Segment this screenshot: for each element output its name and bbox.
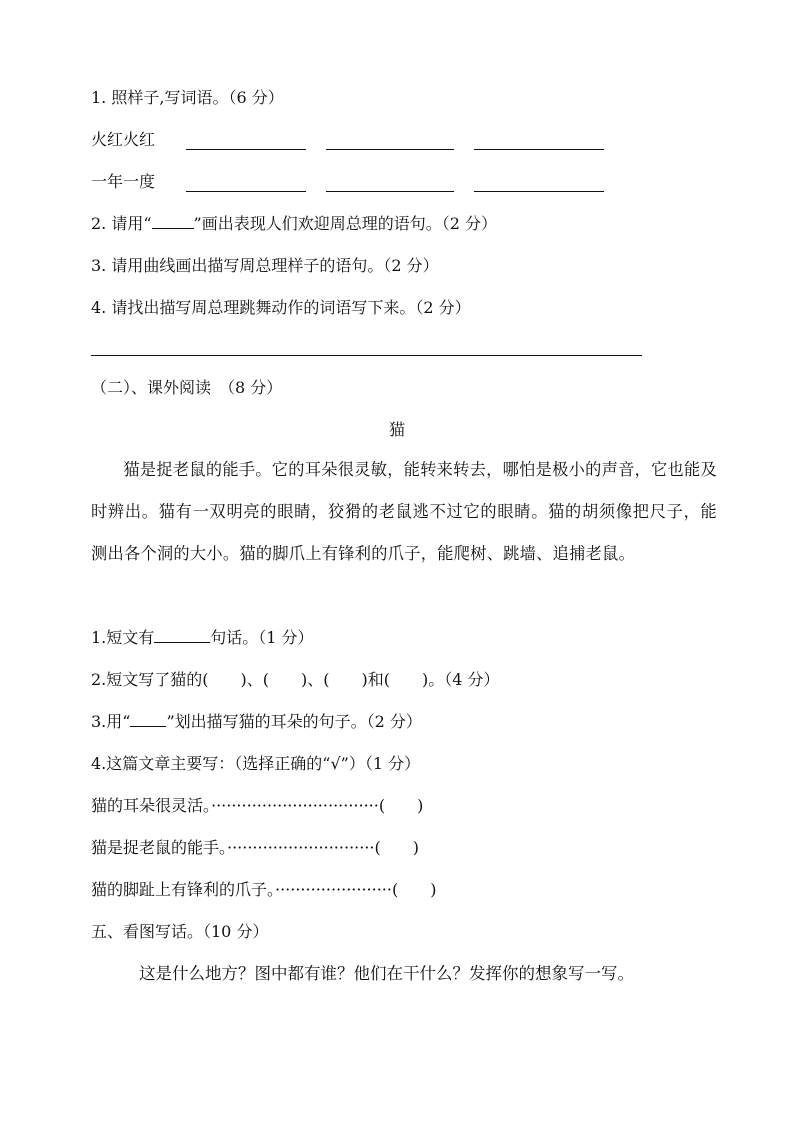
writing-heading: 五、看图写话。（10 分） — [91, 922, 269, 941]
answer-blank[interactable] — [186, 191, 306, 192]
answer-blank[interactable] — [326, 149, 454, 150]
answer-blank[interactable] — [186, 149, 306, 150]
reading-question-3 — [91, 712, 422, 732]
answer-line[interactable] — [91, 355, 642, 356]
reading-question-1-end: 句话。（1 分） — [210, 628, 314, 647]
answer-blank[interactable] — [154, 628, 210, 643]
word-row-2-label: 一年一度 — [91, 172, 156, 191]
choice-option-3[interactable]: 猫的脚趾上有锋利的爪子。·······················( ) — [91, 880, 437, 899]
choice-option-1[interactable]: 猫的耳朵很灵活。·································( ) — [91, 796, 424, 815]
answer-blank[interactable] — [474, 149, 604, 150]
reading-question-1-start: 1.短文有 — [91, 628, 155, 647]
question-2 — [91, 214, 497, 234]
passage-text: 猫是捉老鼠的能手。它的耳朵很灵敏，能转来转去，哪怕是极小的声音，它也能及时辨出。猫有一双明亮的眼睛，狡猾的老鼠逃不过它的眼睛。猫的胡须像把尺子，能测出各个洞的大小。猫的脚爪上有锋利的爪子，能爬树、跳墙、追捕老鼠。 — [91, 460, 717, 563]
question-1: 1. 照样子,写词语。（6 分） — [91, 88, 284, 107]
reading-heading: （二）、课外阅读 （8 分） — [91, 378, 283, 397]
answer-blank[interactable] — [474, 191, 604, 192]
passage-title: 猫 — [388, 420, 405, 439]
question-2-text-start: 2. 请用“ — [91, 214, 152, 233]
reading-question-1 — [91, 628, 314, 648]
question-2-text-end: ”画出表现人们欢迎周总理的语句。（2 分） — [193, 214, 497, 233]
reading-question-4: 4.这篇文章主要写：（选择正确的“√”）（1 分） — [91, 754, 421, 773]
reading-question-2: 2.短文写了猫的( )、( )、( )和( )。（4 分） — [91, 670, 500, 689]
underline-sample — [152, 214, 194, 229]
choice-option-2[interactable]: 猫是捉老鼠的能手。·····························( ) — [91, 838, 419, 857]
reading-question-3-end: ”划出描写猫的耳朵的句子。（2 分） — [166, 712, 422, 731]
word-row-1-label: 火红火红 — [91, 130, 156, 149]
reading-question-3-start: 3.用“ — [91, 712, 131, 731]
underline-sample — [130, 712, 166, 727]
answer-blank[interactable] — [326, 191, 454, 192]
question-4: 4. 请找出描写周总理跳舞动作的词语写下来。（2 分） — [91, 298, 471, 317]
question-3: 3. 请用曲线画出描写周总理样子的语句。（2 分） — [91, 256, 439, 275]
writing-prompt: 这是什么地方？图中都有谁？他们在干什么？发挥你的想象写一写。 — [139, 964, 634, 983]
